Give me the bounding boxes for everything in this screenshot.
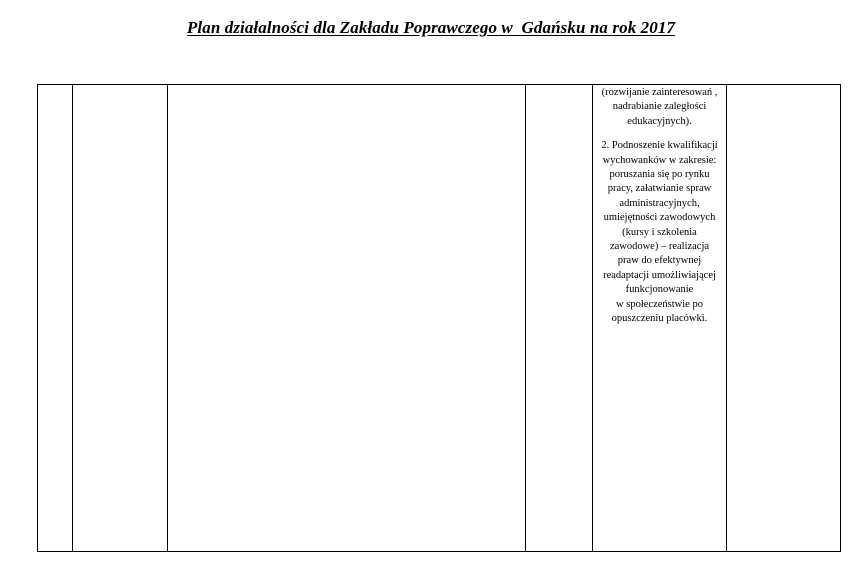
text-line: zawodowe) – realizacja (609, 241, 710, 253)
table-cell-col2 (73, 85, 168, 552)
text-line: pracy, załatwianie spraw (607, 183, 712, 195)
table-row (38, 85, 841, 552)
text-line: readaptacji umożliwiającej (603, 269, 716, 281)
text-line: poruszania się po rynku (609, 169, 710, 181)
text-line: (rozwijanie zainteresowań , (601, 87, 718, 98)
text-line: w społeczeństwie po (616, 298, 703, 310)
text-line: funkcjonowanie (625, 284, 694, 296)
document-title: Plan działalności dla Zakładu Poprawczego w Gdańsku na rok 2017 (186, 18, 676, 37)
cell-text-col5 (593, 85, 726, 327)
text-line: edukacyjnych). (627, 115, 692, 127)
table-cell-col6 (727, 85, 841, 552)
text-line: praw do efektywnej (617, 255, 702, 267)
plan-table (37, 84, 841, 552)
text-line: 2. Podnoszenie kwalifikacji (601, 140, 718, 152)
text-line: umiejętności zawodowych (603, 212, 716, 224)
table-cell-col4 (526, 85, 593, 552)
table-cell-col1 (38, 85, 73, 552)
text-line: (kursy i szkolenia (622, 226, 697, 238)
paragraph-2 (595, 139, 724, 326)
table-cell-col3 (168, 85, 526, 552)
paragraph-1 (595, 86, 724, 129)
text-line: administracyjnych, (619, 197, 700, 209)
text-line: opuszczeniu placówki. (611, 313, 708, 325)
text-line: nadrabianie zaległości (612, 101, 707, 113)
text-line: wychowanków w zakresie: (602, 154, 717, 166)
table-cell-col5 (593, 85, 727, 552)
